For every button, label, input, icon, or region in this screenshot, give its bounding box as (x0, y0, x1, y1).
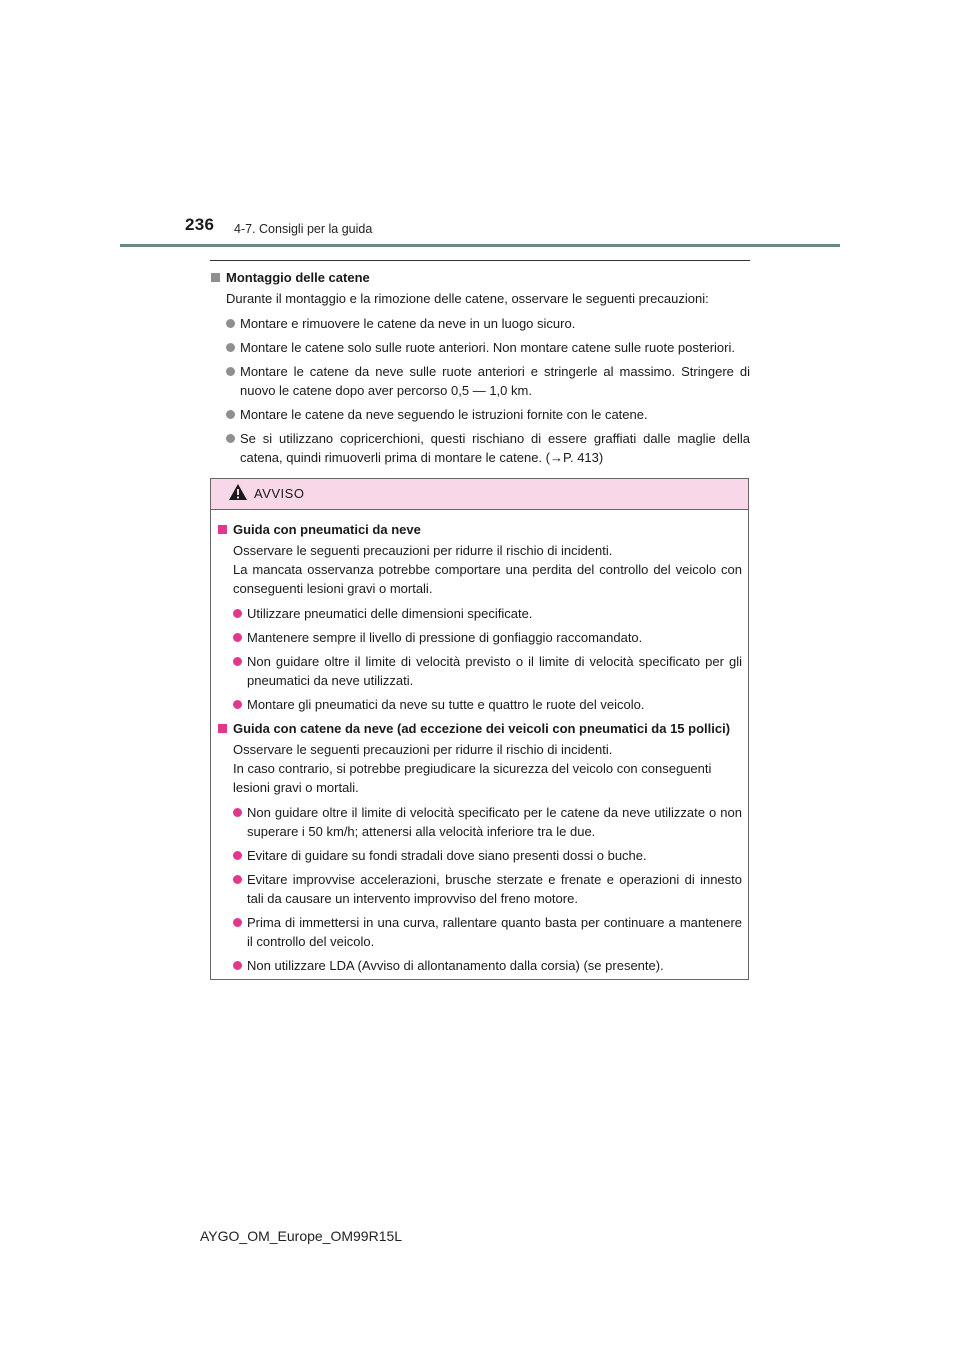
list-item-text: Montare e rimuovere le catene da neve in un luogo sicuro. (240, 316, 576, 331)
round-bullet-icon (233, 633, 242, 642)
list-item-text: Montare le catene da neve seguendo le istruzioni fornite con le catene. (240, 407, 648, 422)
warning-header (211, 479, 748, 510)
warning-title: AVVISO (254, 486, 305, 501)
round-bullet-icon (226, 343, 235, 352)
list-item (217, 628, 742, 647)
square-bullet-icon (218, 525, 227, 534)
square-bullet-icon (211, 273, 220, 282)
warning-body (211, 510, 748, 975)
round-bullet-icon (226, 319, 235, 328)
list-item (217, 870, 742, 908)
round-bullet-icon (233, 851, 242, 860)
list-item (217, 956, 742, 975)
warning-box (210, 478, 749, 980)
list-item (210, 429, 750, 467)
list-item (210, 405, 750, 424)
round-bullet-icon (233, 700, 242, 709)
document-code: AYGO_OM_Europe_OM99R15L (200, 1228, 403, 1244)
round-bullet-icon (233, 657, 242, 666)
warning-section-intro (217, 740, 742, 797)
list-item-text: Non guidare oltre il limite di velocità specificato per le catene da neve utilizzate o non superare i 50 km/h; attenersi alla velocità inferiore tra le due. (247, 805, 742, 839)
list-item (217, 913, 742, 951)
list-item-text: Evitare improvvise accelerazioni, brusche sterzate e frenate e operazioni di innesto tali da causare un intervento improvviso del freno motore. (247, 872, 742, 906)
list-item (217, 846, 742, 865)
list-item-text: Montare le catene solo sulle ruote anteriori. Non montare catene sulle ruote posteriori. (240, 340, 735, 355)
list-item-text: Evitare di guidare su fondi stradali dove siano presenti dossi o buche. (247, 848, 647, 863)
list-item (210, 362, 750, 400)
round-bullet-icon (233, 808, 242, 817)
round-bullet-icon (233, 875, 242, 884)
round-bullet-icon (226, 434, 235, 443)
list-item-text: Prima di immettersi in una curva, rallentare quanto basta per continuare a mantenere il controllo del veicolo. (247, 915, 742, 949)
section-divider (210, 260, 750, 261)
list-item-text: Non utilizzare LDA (Avviso di allontanamento dalla corsia) (se presente). (247, 958, 664, 973)
page-number: 236 (185, 215, 215, 234)
warning-section-heading (217, 719, 742, 738)
list-item (217, 803, 742, 841)
list-item-text: Utilizzare pneumatici delle dimensioni specificate. (247, 606, 533, 621)
section-title: 4-7. Consigli per la guida (234, 222, 373, 236)
round-bullet-icon (226, 410, 235, 419)
intro-line: In caso contrario, si potrebbe pregiudicare la sicurezza del veicolo con conseguenti lesioni gravi o mortali. (233, 761, 712, 795)
warning-section-heading (217, 520, 742, 539)
warning-section-heading-text: Guida con catene da neve (ad eccezione dei veicoli con pneumatici da 15 pollici) (233, 721, 731, 736)
list-item-text: Mantenere sempre il livello di pressione di gonfiaggio raccomandato. (247, 630, 643, 645)
round-bullet-icon (233, 961, 242, 970)
mounting-intro: Durante il montaggio e la rimozione delle catene, osservare le seguenti precauzioni: (226, 291, 709, 306)
list-item (210, 314, 750, 333)
list-item (210, 338, 750, 357)
warning-triangle-icon (228, 483, 248, 501)
page-reference-link[interactable]: Se si utilizzano copricerchioni, questi rischiano di essere graffiati dalle maglie della catena, quindi rimuoverli prima di montare le catene. (→P. 413) (240, 431, 750, 465)
list-item (217, 604, 742, 623)
warning-section-intro (217, 541, 742, 598)
square-bullet-icon (218, 724, 227, 733)
round-bullet-icon (226, 367, 235, 376)
list-item (217, 695, 742, 714)
intro-line: La mancata osservanza potrebbe comportare una perdita del controllo del veicolo con conseguenti lesioni gravi o mortali. (233, 562, 742, 596)
list-item-text: Non guidare oltre il limite di velocità previsto o il limite di velocità specificato per gli pneumatici da neve utilizzati. (247, 654, 742, 688)
list-item-text: Montare le catene da neve sulle ruote anteriori e stringerle al massimo. Stringere di nuovo le catene dopo aver percorso 0,5 — 1,0 km. (240, 364, 750, 398)
round-bullet-icon (233, 609, 242, 618)
intro-line: Osservare le seguenti precauzioni per ridurre il rischio di incidenti. (233, 742, 613, 757)
warning-section-heading-text: Guida con pneumatici da neve (233, 522, 421, 537)
mounting-heading (210, 268, 750, 287)
mounting-heading-text: Montaggio delle catene (226, 270, 370, 285)
mounting-section (210, 268, 750, 472)
intro-line: Osservare le seguenti precauzioni per ridurre il rischio di incidenti. (233, 543, 613, 558)
round-bullet-icon (233, 918, 242, 927)
list-item-text: Montare gli pneumatici da neve su tutte e quattro le ruote del veicolo. (247, 697, 645, 712)
list-item (217, 652, 742, 690)
header-rule (120, 244, 840, 247)
